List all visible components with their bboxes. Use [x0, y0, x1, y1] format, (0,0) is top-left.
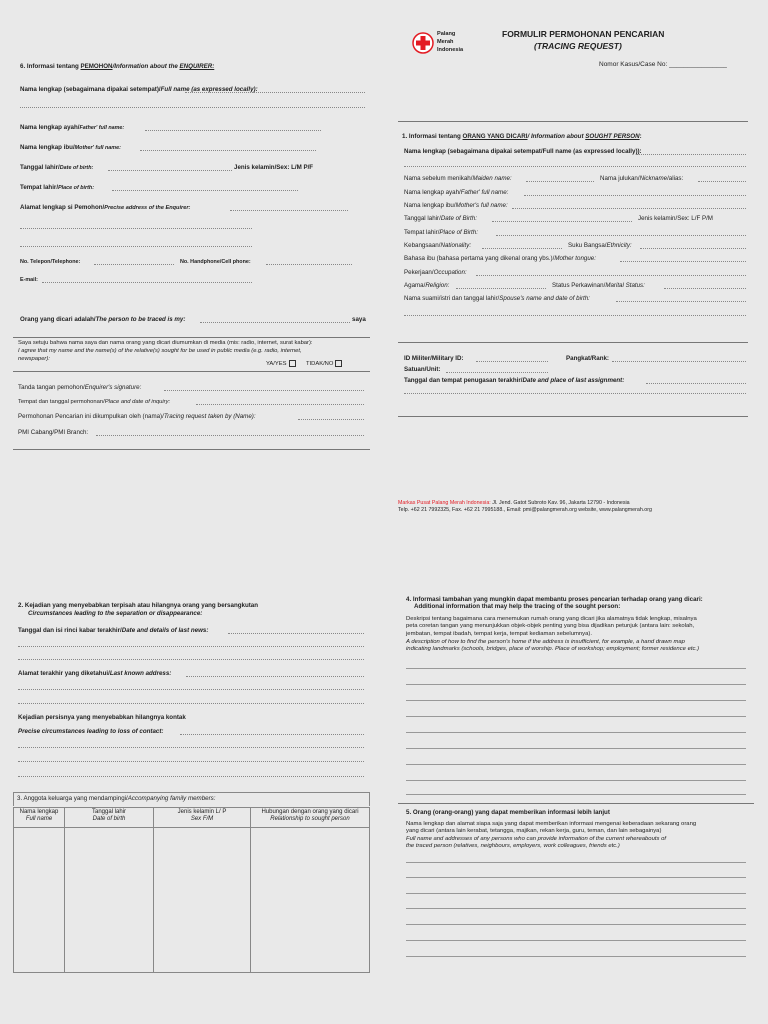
- info-line[interactable]: [406, 748, 746, 749]
- contact-loss-label-en: Precise circumstances leading to loss of contact:: [18, 728, 164, 735]
- section1-heading: 1. Informasi tentang ORANG YANG DICARI/ Information about SOUGHT PERSON:: [402, 133, 642, 140]
- consent-text-en: I agree that my name and the name(s) of the relative(s) sought for be used in public media (e.g. radio, internet,: [18, 348, 302, 354]
- signature-label: Tanda tangan pemohon/Enquirer's signature:: [18, 384, 142, 391]
- enquirer-address-field[interactable]: [230, 210, 348, 211]
- consent-yes-checkbox[interactable]: YA/YES: [266, 360, 296, 368]
- last-assignment-field-2[interactable]: [404, 393, 746, 394]
- ethnicity-label: Suku Bangsa/Ethnicity:: [568, 242, 632, 249]
- info-line[interactable]: [406, 700, 746, 701]
- info-line[interactable]: [406, 794, 746, 795]
- sought-father-label: Nama lengkap ayah/Father' full name:: [404, 189, 509, 196]
- enquirer-father-label: Nama lengkap ayah/Father' full name:: [20, 124, 125, 131]
- place-date-field[interactable]: [196, 404, 364, 405]
- info-line[interactable]: [406, 732, 746, 733]
- rank-field[interactable]: [612, 361, 746, 362]
- table-cell[interactable]: [251, 828, 370, 973]
- consent-text-en-2: newspaper):: [18, 356, 50, 362]
- enquirer-father-field[interactable]: [145, 130, 321, 131]
- section5-desc-en-2: the traced person (relatives, neighbours, employers, work colleagues, friends etc.): [406, 843, 620, 849]
- section4-desc-3: jembatan, tempat ibadah, tempat kerja, tempat kediaman sebelumnya).: [406, 631, 592, 637]
- red-cross-icon: [412, 31, 434, 55]
- contact-line[interactable]: [406, 877, 746, 878]
- occupation-label: Pekerjaan/Occupation:: [404, 269, 467, 276]
- contact-loss-field-2[interactable]: [18, 747, 364, 748]
- section4-desc-en-1: A description of how to find the person's home if the address is insufficient, for example, a hand drawn map: [406, 639, 685, 645]
- contact-line[interactable]: [406, 908, 746, 909]
- info-line[interactable]: [406, 684, 746, 685]
- spouse-field[interactable]: [616, 301, 746, 302]
- ethnicity-field[interactable]: [640, 248, 746, 249]
- nationality-label: Kebangsaan/Nationality:: [404, 242, 472, 249]
- section3-heading-box: [13, 792, 370, 806]
- spouse-label: Nama suami/istri dan tanggal lahir/Spouse's name and date of birth:: [404, 295, 590, 302]
- section1-bottom-rule: [398, 416, 748, 417]
- section3-heading: 3. Anggota keluarga yang mendampingi/Accompanying family members:: [17, 795, 216, 802]
- last-address-label: Alamat terakhir yang diketahui/Last known address:: [18, 670, 172, 677]
- checkbox-icon: [289, 360, 296, 367]
- consent-text-id: Saya setuju bahwa nama saya dan nama orang yang dicari diumumkan di media (mis: radio, internet, surat kabar):: [18, 340, 313, 346]
- last-news-field-2[interactable]: [18, 646, 364, 647]
- pmi-contact: Telp. +62 21 7992325, Fax. +62 21 7995188., Email: pmi@palangmerah.org website, www.palangmerah.org: [398, 507, 652, 513]
- sought-full-name-label: Nama lengkap (sebagaimana dipakai setempat/Full name (as expressed locally)):: [404, 148, 642, 155]
- branch-label: PMI Cabang/PMI Branch:: [18, 429, 89, 436]
- contact-line[interactable]: [406, 893, 746, 894]
- enquirer-mother-field[interactable]: [140, 150, 316, 151]
- nickname-field[interactable]: [698, 181, 746, 182]
- traced-relation-end: saya: [352, 316, 366, 323]
- enquirer-dob-field[interactable]: [108, 170, 232, 171]
- info-line[interactable]: [406, 764, 746, 765]
- enquirer-phone-field[interactable]: [94, 264, 174, 265]
- enquirer-full-name-field-2[interactable]: [20, 107, 365, 108]
- section5-desc-en-1: Full name and addresses of any persons who can provide information of the current whereabouts of: [406, 836, 666, 842]
- military-id-label: ID Militer/Military ID:: [404, 355, 464, 362]
- table-cell[interactable]: [14, 828, 65, 973]
- section1-top-rule: [398, 121, 748, 122]
- enquirer-cell-label: No. Handphone/Cell phone:: [180, 259, 251, 265]
- consent-divider: [13, 337, 370, 338]
- nationality-field[interactable]: [482, 248, 562, 249]
- checkbox-icon: [335, 360, 342, 367]
- column-header-dob: Tanggal lahir Date of birth: [65, 808, 154, 828]
- sought-pob-label: Tempat lahir/Place of Birth:: [404, 229, 478, 236]
- logo-text-2: Merah: [437, 39, 454, 45]
- enquirer-dob-label: Tanggal lahir/Date of birth:: [20, 164, 94, 171]
- contact-loss-field-3[interactable]: [18, 761, 364, 762]
- column-header-relationship: Hubungan dengan orang yang dicari Relationship to sought person: [251, 808, 370, 828]
- enquirer-sex-label[interactable]: Jenis kelamin/Sex: L/M P/F: [234, 164, 314, 171]
- column-header-sex: Jenis kelamin L/ P Sex F/M: [154, 808, 251, 828]
- enquirer-email-label: E-mail:: [20, 277, 38, 283]
- signature-field[interactable]: [164, 390, 364, 391]
- contact-line[interactable]: [406, 940, 746, 941]
- last-assignment-field[interactable]: [646, 383, 746, 384]
- page-title: FORMULIR PERMOHONAN PENCARIAN: [502, 29, 665, 39]
- section5-heading: 5. Orang (orang-orang) yang dapat memberikan informasi lebih lanjut: [406, 809, 610, 816]
- last-assignment-label: Tanggal dan tempat penugasan terakhir/Date and place of last assignment:: [404, 377, 625, 384]
- sought-father-field[interactable]: [524, 195, 746, 196]
- last-news-field-3[interactable]: [18, 659, 364, 660]
- contact-line[interactable]: [406, 956, 746, 957]
- info-line[interactable]: [406, 716, 746, 717]
- contact-loss-field[interactable]: [180, 734, 364, 735]
- section4-desc-2: peta coretan tangan yang menunjukkan objek-objek penting yang bisa dijadikan petunjuk (antara lain: sekolah,: [406, 623, 695, 629]
- enquirer-full-name-field[interactable]: [185, 92, 365, 93]
- sought-full-name-field-2[interactable]: [404, 166, 746, 167]
- sought-dob-field[interactable]: [492, 221, 632, 222]
- marital-label: Status Perkawinan/Marital Status:: [552, 282, 645, 289]
- marital-field[interactable]: [664, 288, 746, 289]
- enquirer-phone-label: No. Telepon/Telephone:: [20, 259, 81, 265]
- sought-dob-label: Tanggal lahir/Date of Birth:: [404, 215, 477, 222]
- branch-field[interactable]: [96, 435, 364, 436]
- enquirer-mother-label: Nama lengkap ibu/Mother' full name:: [20, 144, 121, 151]
- contact-loss-label: Kejadian persisnya yang menyebabkan hilangnya kontak: [18, 714, 186, 721]
- enquirer-address-label: Alamat lengkap si Pemohon/Precise address of the Enquirer:: [20, 204, 191, 211]
- traced-relation-label: Orang yang dicari adalah/The person to be traced is my:: [20, 316, 186, 323]
- contact-line[interactable]: [406, 924, 746, 925]
- taken-by-field[interactable]: [298, 419, 364, 420]
- section4-desc-en-2: indicating landmarks (schools, bridges, place of worship. Place of workshop; employment; former residence etc.): [406, 646, 700, 652]
- last-news-field[interactable]: [228, 633, 364, 634]
- maiden-name-field[interactable]: [526, 181, 594, 182]
- enquirer-address-field-3[interactable]: [20, 246, 252, 247]
- page-subtitle: (TRACING REQUEST): [534, 41, 622, 51]
- occupation-field[interactable]: [476, 275, 746, 276]
- religion-label: Agama/Religion:: [404, 282, 450, 289]
- table-cell[interactable]: [154, 828, 251, 973]
- column-header-full-name: Nama lengkap Full name: [14, 808, 65, 828]
- enquirer-cell-field[interactable]: [266, 264, 352, 265]
- info-line[interactable]: [406, 780, 746, 781]
- contact-line[interactable]: [406, 862, 746, 863]
- nickname-label: Nama julukan/Nickname/alias:: [600, 175, 684, 182]
- sought-sex-label[interactable]: Jenis kelamin/Sex: L/F P/M: [638, 215, 713, 222]
- taken-by-label: Permohonan Pencarian ini dikumpulkan oleh (nama)/Tracing request taken by (Name):: [18, 413, 256, 420]
- unit-label: Satuan/Unit:: [404, 366, 441, 373]
- section5-desc-1: Nama lengkap dan alamat siapa saja yang dapat memberikan informasi mengenai keberadaan sekarang orang: [406, 821, 697, 827]
- pmi-logo: [412, 31, 476, 57]
- section6-bottom-rule: [13, 449, 370, 450]
- contact-loss-field-4[interactable]: [18, 776, 364, 777]
- enquirer-full-name-label: Nama lengkap (sebagaimana dipakai setempat)/Full name (as expressed locally):: [20, 86, 258, 93]
- family-members-table: [13, 807, 370, 973]
- logo-text-3: Indonesia: [437, 47, 464, 53]
- table-cell[interactable]: [65, 828, 154, 973]
- section4-heading-en: Additional information that may help the tracing of the sought person:: [414, 603, 621, 610]
- mother-tongue-label: Bahasa ibu (bahasa pertama yang dikenal orang ybs.)/Mother tongue:: [404, 255, 596, 262]
- enquirer-email-field[interactable]: [42, 282, 252, 283]
- spouse-field-2[interactable]: [404, 315, 746, 316]
- sought-full-name-field[interactable]: [636, 154, 746, 155]
- mother-tongue-field[interactable]: [620, 261, 746, 262]
- place-date-label: Tempat dan tanggal permohonan/Place and date of inquiry:: [18, 399, 171, 405]
- logo-text-1: Palang: [437, 31, 456, 37]
- last-address-field-2[interactable]: [18, 689, 364, 690]
- military-id-field[interactable]: [476, 361, 548, 362]
- enquirer-pob-label: Tempat lahir/Place of birth:: [20, 184, 95, 191]
- maiden-name-label: Nama sebelum menikah/Maiden name:: [404, 175, 512, 182]
- enquirer-pob-field[interactable]: [112, 190, 298, 191]
- consent-divider-2: [13, 371, 370, 372]
- sought-mother-field[interactable]: [512, 208, 746, 209]
- section5-desc-2: yang dicari (antara lain kerabat, tetangga, majikan, rekan kerja, guru, teman, dan lain sebagainya): [406, 828, 662, 834]
- religion-field[interactable]: [456, 288, 546, 289]
- section5-top-rule: [398, 803, 754, 804]
- unit-field[interactable]: [446, 372, 548, 373]
- consent-no-checkbox[interactable]: TIDAK/NO: [306, 360, 342, 368]
- section4-heading: 4. Informasi tambahan yang mungkin dapat membantu proses pencarian terhadap orang yang dicari:: [406, 596, 703, 603]
- info-line[interactable]: [406, 668, 746, 669]
- section2-heading-en: Circumstances leading to the separation or disappearance:: [28, 610, 203, 617]
- last-address-field[interactable]: [186, 676, 364, 677]
- enquirer-address-field-2[interactable]: [20, 228, 252, 229]
- traced-relation-field[interactable]: [200, 322, 350, 323]
- rank-label: Pangkat/Rank:: [566, 355, 609, 362]
- last-address-field-3[interactable]: [18, 703, 364, 704]
- section2-heading: 2. Kejadian yang menyebabkan terpisah atau hilangnya orang yang bersangkutan: [18, 602, 259, 609]
- sought-pob-field[interactable]: [496, 235, 746, 236]
- table-row[interactable]: [14, 828, 370, 973]
- case-number: Nomor Kasus/Case No: ________________: [599, 61, 727, 68]
- last-news-label: Tanggal dan isi rinci kabar terakhir/Date and details of last news:: [18, 627, 209, 634]
- section6-heading: 6. Informasi tentang PEMOHON/Information about the ENQUIRER:: [20, 63, 215, 70]
- section4-desc-1: Deskripsi tentang bagaimana cara menemukan rumah orang yang dicari jika alamatnya tidak lengkap, misalnya: [406, 616, 697, 622]
- sought-mother-label: Nama lengkap ibu/Mother's full name:: [404, 202, 508, 209]
- pmi-address: Markas Pusat Palang Merah Indonesia: Jl. Jend. Gatot Subroto Kav. 96, Jakarta 12790 - Indonesia: [398, 500, 630, 506]
- military-top-rule: [398, 342, 748, 343]
